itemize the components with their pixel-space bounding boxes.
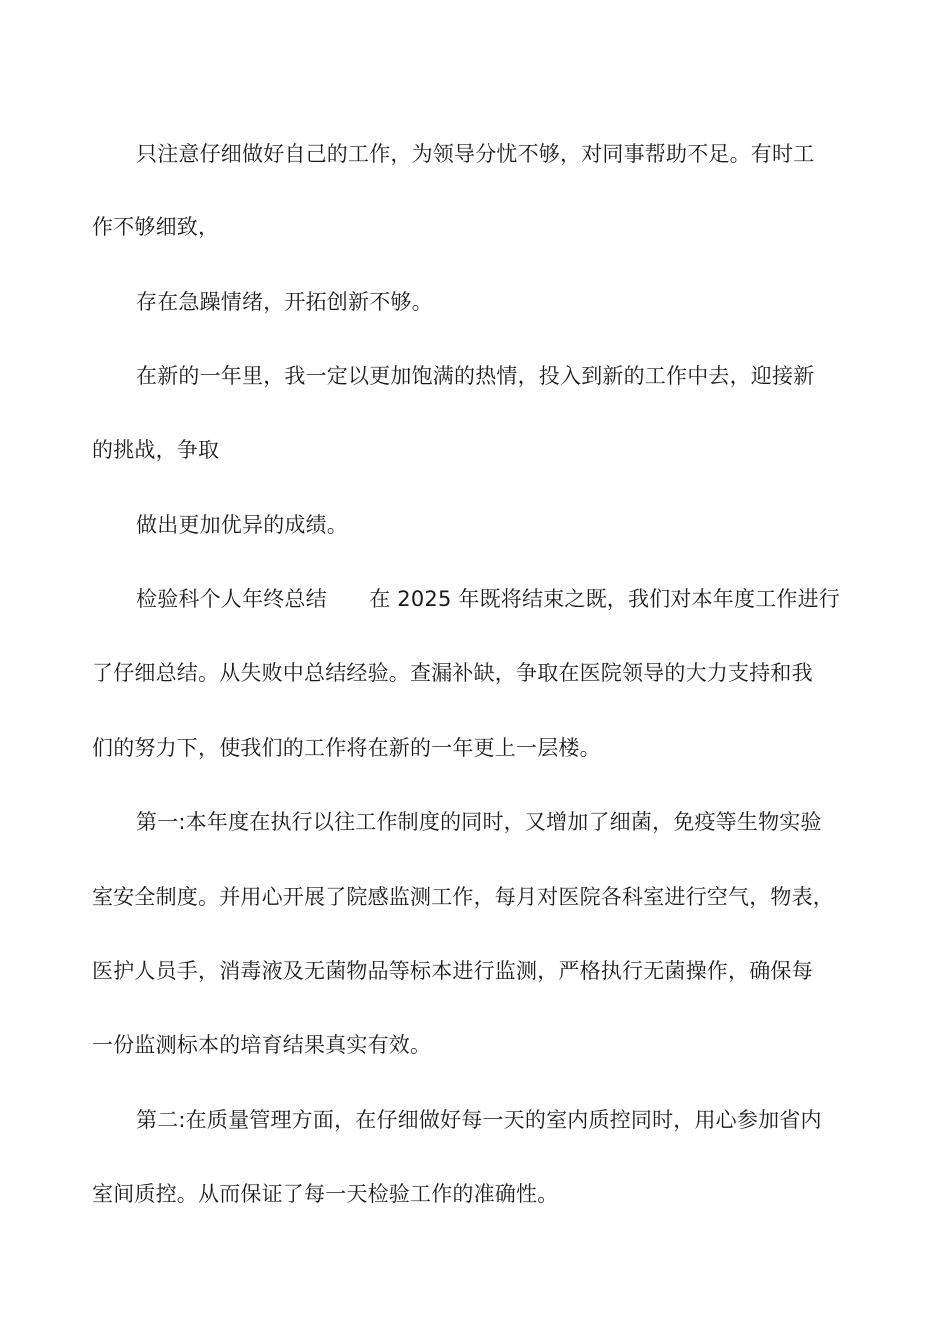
paragraph-line: 存在急躁情绪，开拓创新不够。 bbox=[136, 290, 433, 314]
paragraph-line: 了仔细总结。从失败中总结经验。查漏补缺，争取在医院领导的大力支持和我 bbox=[92, 661, 813, 685]
paragraph-line: 检验科个人年终总结 在 2025 年既将结束之既，我们对本年度工作进行 bbox=[136, 587, 840, 611]
paragraph-line: 们的努力下，使我们的工作将在新的一年更上一层楼。 bbox=[92, 736, 601, 760]
paragraph-line: 做出更加优异的成绩。 bbox=[136, 513, 348, 537]
paragraph-line: 在新的一年里，我一定以更加饱满的热情，投入到新的工作中去，迎接新 bbox=[136, 364, 815, 388]
paragraph-line: 室间质控。从而保证了每一天检验工作的准确性。 bbox=[92, 1182, 559, 1206]
paragraph-line: 第二:在质量管理方面，在仔细做好每一天的室内质控同时，用心参加省内 bbox=[136, 1108, 822, 1132]
paragraph-line: 医护人员手，消毒液及无菌物品等标本进行监测，严格执行无菌操作，确保每 bbox=[92, 959, 813, 983]
paragraph-line: 室安全制度。并用心开展了院感监测工作，每月对医院各科室进行空气，物表， bbox=[92, 885, 834, 909]
paragraph-line: 一份监测标本的培育结果真实有效。 bbox=[92, 1033, 432, 1057]
paragraph-line: 作不够细致， bbox=[92, 215, 220, 239]
paragraph-line: 第一:本年度在执行以往工作制度的同时，又增加了细菌，免疫等生物实验 bbox=[136, 810, 822, 834]
paragraph-line: 的挑战，争取 bbox=[92, 438, 220, 462]
paragraph-line: 只注意仔细做好自己的工作，为领导分忧不够，对同事帮助不足。有时工 bbox=[136, 142, 815, 166]
